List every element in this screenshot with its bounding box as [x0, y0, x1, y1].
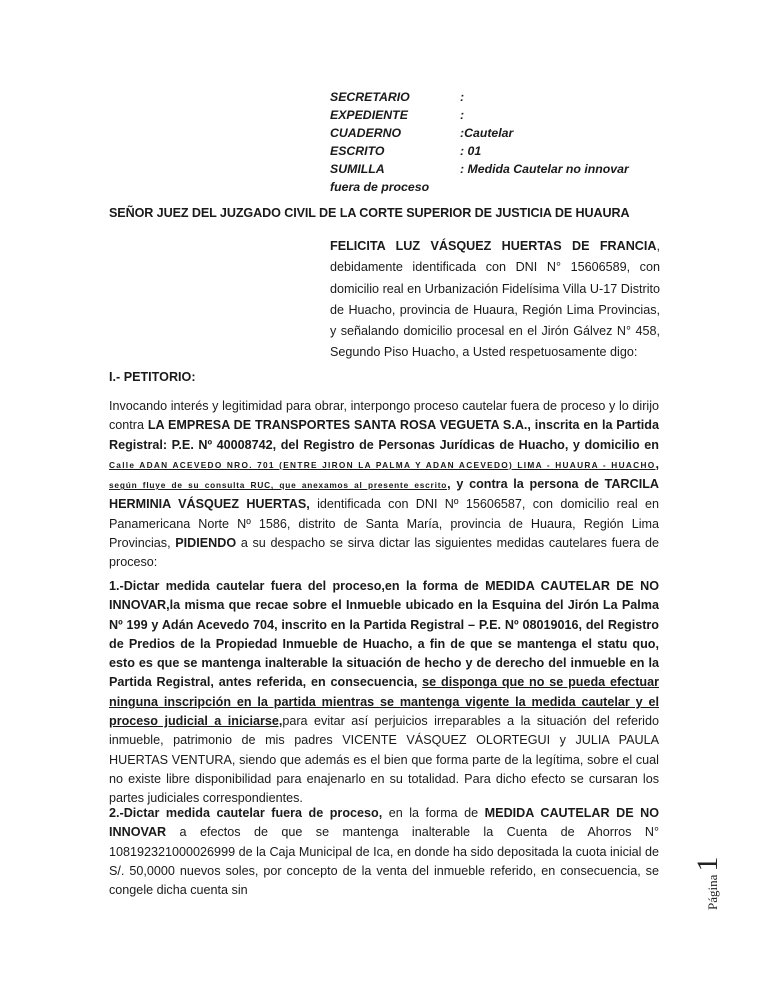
ruc-note: según fluye de su consulta RUC, que anexamos al presente escrito [109, 480, 448, 491]
paragraph-text: en la forma de [382, 806, 485, 820]
party-text: , debidamente identificada con DNI N° 15606589, con domicilio real en Urbanización Fidelísima Villa U-17 Distrito de Huacho, provincia de Huaura, Región Lima Provincias, y señalando domicilio procesal en el Jirón Gálvez N° 458, Segundo Piso Huacho, a Usted respetuosamente digo: [330, 239, 660, 360]
paragraph-bold: MEDIDA CAUTELAR DE NO INNOVAR [109, 806, 659, 840]
header-value: : 01 [460, 144, 482, 158]
header-label: SUMILLA [330, 162, 385, 176]
paragraph-text: a su despacho se sirva dictar las siguientes medidas cautelares fuera de proceso: [109, 536, 659, 570]
header-value: : [460, 108, 465, 122]
party-introduction [330, 236, 660, 364]
header-row-cuaderno [330, 124, 629, 142]
case-header [330, 88, 629, 196]
paragraph-bold: LA EMPRESA DE TRANSPORTES SANTA ROSA VEGUETA S.A., inscrita en la Partida Registral: P.E. Nº 40008742, del Registro de Personas Jurídicas de Huacho, y domicilio en [109, 418, 659, 452]
party-name: FELICITA LUZ VÁSQUEZ HUERTAS DE FRANCIA [330, 239, 657, 253]
measure-paragraph-1 [109, 577, 659, 809]
section-title: I.- PETITORIO: [109, 370, 196, 384]
header-label: SECRETARIO [330, 90, 410, 104]
header-label: ESCRITO [330, 144, 385, 158]
header-value: :Cautelar [460, 126, 514, 140]
header-row-fuera [330, 178, 629, 196]
page-number: 1 [691, 856, 724, 872]
paragraph-text: a efectos de que se mantenga inalterable la Cuenta de Ahorros N° 108192321000026999 de la Caja Municipal de Ica, en donde ha sido depositada la cuota inicial de S/. 50,0000 nuevos soles, por concepto de la venta del inmueble referido, en consecuencia, se congele dicha cuenta sin [109, 825, 659, 898]
page-number-footer [691, 832, 751, 912]
paragraph-bold: 2.-Dictar medida cautelar fuera de proceso, [109, 806, 383, 820]
paragraph-text: identificada con DNI Nº 15606587, con domicilio real en Panamericana Norte Nº 1586, distrito de Santa María, provincia de Huaura, Región Lima Provincias, [109, 497, 659, 551]
measure-paragraph-2 [109, 804, 659, 900]
petition-paragraph [109, 397, 659, 573]
header-row-sumilla [330, 160, 629, 178]
header-label: CUADERNO [330, 126, 402, 140]
paragraph-bold-underlined: se disponga que no se pueda efectuar ninguna inscripción en la partida mientras se mantenga vigente la medida cautelar y el proceso judicial a iniciarse, [109, 675, 660, 729]
header-value: : Medida Cautelar no innovar [460, 162, 629, 176]
page-label: Página [705, 874, 720, 910]
header-label: fuera de proceso [330, 180, 430, 194]
paragraph-text: Invocando interés y legitimidad para obrar, interpongo proceso cautelar fuera de proceso y lo dirijo contra [109, 399, 659, 433]
paragraph-text: para evitar así perjuicios irreparables a la situación del referido inmueble, patrimonio de mis padres VICENTE VÁSQUEZ OLORTEGUI y JULIA PAULA HUERTAS VENTURA, siendo que además es el bien que forma parte de la legítima, sobre el cual no existe libre disponibilidad para enajenarlo en su totalidad. Para dicho efecto se cursaran los partes judiciales correspondientes. [109, 714, 659, 806]
header-row-secretario [330, 88, 629, 106]
paragraph-bold: 1.-Dictar medida cautelar fuera del proceso,en la forma de MEDIDA CAUTELAR DE NO INNOVAR,la misma que recae sobre el Inmueble ubicado en la Esquina del Jirón La Palma Nº 199 y Adán Acevedo 704, inscrito en la Partida Registral – P.E. Nº 08019016, del Registro de Predios de la Propiedad Inmueble de Huacho, a fin de que se mantenga el statu quo, esto es que se mantenga inalterable la situación de hecho y de derecho del inmueble en la Partida Registral, antes referida, en consecuencia, [109, 579, 659, 690]
header-row-expediente [330, 106, 629, 124]
paragraph-text: , [655, 456, 659, 471]
header-row-escrito [330, 142, 629, 160]
address-text: Calle ADAN ACEVEDO NRO. 701 (ENTRE JIRON LA PALMA Y ADAN ACEVEDO) LIMA - HUAURA - HUACHO [109, 459, 656, 470]
paragraph-bold: PIDIENDO [175, 536, 237, 551]
header-value: : [460, 90, 465, 104]
header-label: EXPEDIENTE [330, 108, 408, 122]
paragraph-bold: , y contra la persona de TARCILA HERMINIA VÁSQUEZ HUERTAS, [109, 477, 659, 512]
addressee: SEÑOR JUEZ DEL JUZGADO CIVIL DE LA CORTE SUPERIOR DE JUSTICIA DE HUAURA [109, 206, 630, 220]
